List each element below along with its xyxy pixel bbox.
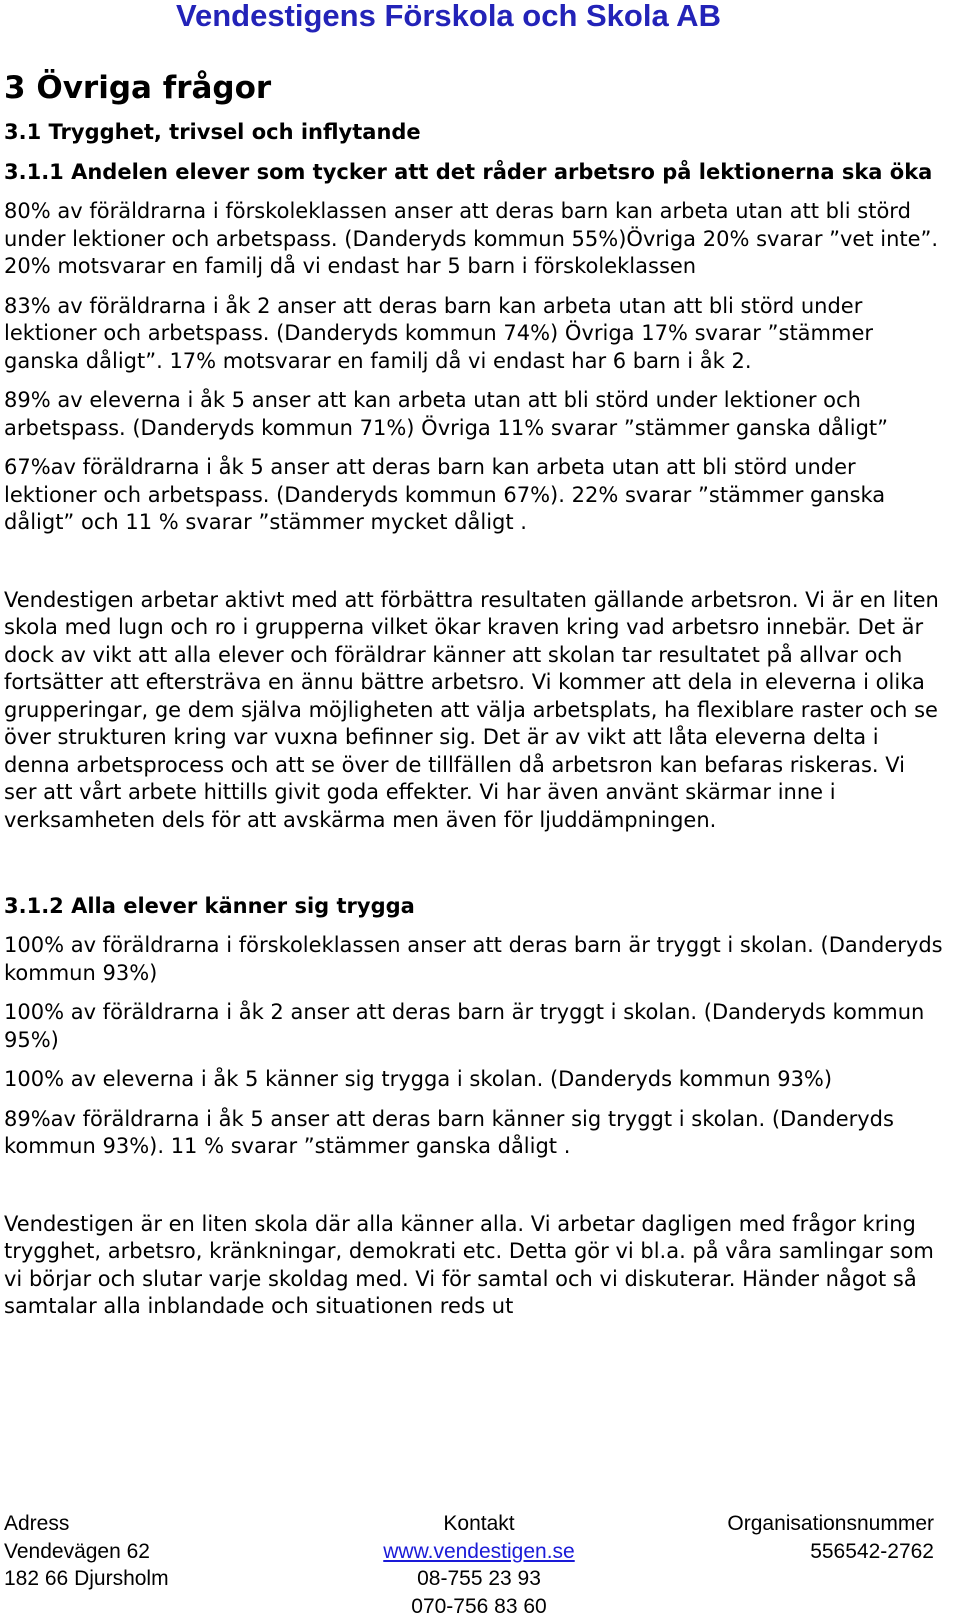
spacer: [4, 1173, 944, 1211]
footer-contact-label: Kontakt: [443, 1512, 515, 1535]
footer-organization: [727, 1510, 934, 1565]
footer-postal: 182 66 Djursholm: [4, 1567, 169, 1590]
goal-heading-trygghet: 3.1.2 Alla elever känner sig trygga: [4, 894, 415, 918]
paragraph: 89% av eleverna i åk 5 anser att kan arbeta utan att bli störd under lektioner och arbetspass. (Danderyds kommun 71%) Övriga 11% svarar ”stämmer ganska dåligt”: [4, 388, 889, 440]
analysis-paragraph: Vendestigen är en liten skola där alla känner alla. Vi arbetar dagligen med frågor kring trygghet, arbetsro, kränkningar, demokrati etc. Detta gör vi bl.a. på våra samlingar som vi börjar och slutar varje skoldag med. Vi för samtal och vi diskuterar. Händer något så samtalar alla inblandade och situationen reds ut: [4, 1211, 934, 1318]
footer-org-number: 556542-2762: [810, 1539, 934, 1563]
paragraph: 83% av föräldrarna i åk 2 anser att deras barn kan arbeta utan att bli störd under lektioner och arbetspass. (Danderyds kommun 74%) Övriga 17% svarar ”stämmer ganska dåligt”. 17% motsvarar en familj då vi endast har 6 barn i åk 2.: [4, 293, 874, 373]
paragraph: 89%av föräldrarna i åk 5 anser att deras barn känner sig tryggt i skolan. (Danderyds kommun 93%). 11 % svarar ”stämmer ganska dåligt .: [4, 1106, 894, 1158]
organization-header: Vendestigens Förskola och Skola AB: [176, 0, 721, 33]
website-link[interactable]: www.vendestigen.se: [383, 1539, 575, 1563]
paragraph: 67%av föräldrarna i åk 5 anser att deras barn kan arbeta utan att bli störd under lektioner och arbetspass. (Danderyds kommun 67%). 22% svarar ”stämmer ganska dåligt” och 11 % svarar ”stämmer mycket dåligt .: [4, 455, 886, 534]
subsection-title: 3.1 Trygghet, trivsel och inflytande: [4, 120, 421, 144]
goal-heading-arbetsro: 3.1.1 Andelen elever som tycker att det råder arbetsro på lektionerna ska öka: [4, 160, 933, 184]
footer-street: Vendevägen 62: [4, 1539, 150, 1563]
document-body: [4, 68, 944, 1333]
analysis-paragraph: Vendestigen arbetar aktivt med att förbättra resultaten gällande arbetsron. Vi är en liten skola med lugn och ro i grupperna vilket ökar kraven kring vad arbetsro innebär. Det är dock av vikt att alla elever och föräldrar känner att skolan tar resultatet på allvar och fortsätter att eftersträva en ännu bättre arbetsro. Vi kommer att dela in eleverna i olika grupperingar, ge dem själva möjligheten att välja arbetsplats, ha flexiblare raster och se över strukturen kring var vuxna befinner sig. Det är av vikt att låta eleverna delta i denna arbetsprocess och att se över de tillfällen då arbetsron kan befaras riskeras. Vi ser att vårt arbete hittills givit goda effekter. Vi har även använt skärmar inne i verksamheten dels för att avskärma men även för ljuddämpningen.: [4, 587, 939, 832]
footer-address: [4, 1510, 169, 1593]
paragraph: 80% av föräldrarna i förskoleklassen anser att deras barn kan arbeta utan att bli störd under lektioner och arbetspass. (Danderyds kommun 55%)Övriga 20% svarar ”vet inte”. 20% motsvarar en familj då vi endast har 5 barn i förskoleklassen: [4, 199, 939, 278]
spacer: [4, 846, 944, 892]
footer-mobile: 070-756 83 60: [411, 1594, 547, 1618]
spacer: [4, 549, 944, 587]
footer-address-label: Adress: [4, 1512, 70, 1535]
footer-phone: 08-755 23 93: [417, 1567, 541, 1590]
paragraph: 100% av föräldrarna i åk 2 anser att deras barn är tryggt i skolan. (Danderyds kommun 95%): [4, 1000, 925, 1052]
paragraph: 100% av föräldrarna i förskoleklassen anser att deras barn är tryggt i skolan. (Danderyds kommun 93%): [4, 933, 943, 985]
footer-org-label: Organisationsnummer: [727, 1512, 934, 1535]
paragraph: 100% av eleverna i åk 5 känner sig trygga i skolan. (Danderyds kommun 93%): [4, 1067, 833, 1091]
footer-contact: [354, 1510, 604, 1620]
section-title: 3 Övriga frågor: [4, 70, 272, 106]
